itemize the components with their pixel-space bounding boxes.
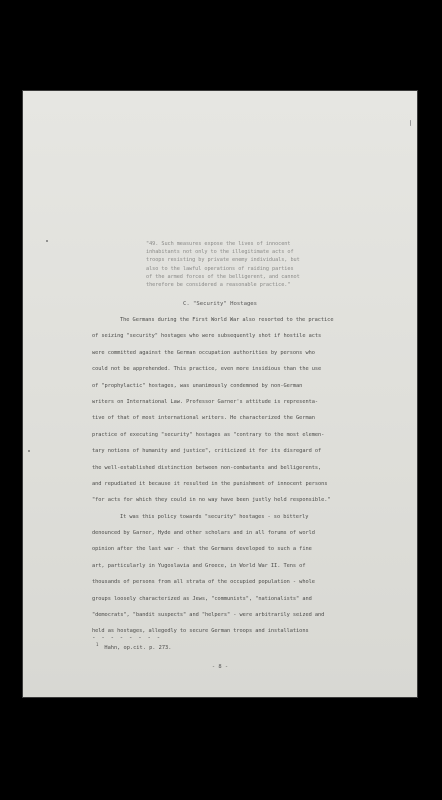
body-line: could not be apprehended. This practice, even more insidious than the use [92, 366, 322, 373]
margin-mark [46, 240, 48, 242]
body-line: writers on International Law. Professor Garner's attitude is representa- [92, 398, 319, 405]
quote-line: of the armed forces of the belligerent, and cannot [146, 273, 300, 280]
quote-line: inhabitants not only to the illegitimate acts of [146, 249, 294, 256]
body-line: It was this policy towards "security" hostages - so bitterly [120, 513, 309, 520]
body-line: practice of executing "security" hostages as "contrary to the most elemen- [92, 431, 325, 438]
body-line: and repudiated it because it resulted in the punishment of innocent persons [92, 480, 328, 487]
body-line: of seizing "security" hostages who were subsequently shot if hostile acts [92, 333, 322, 340]
body-text [92, 312, 407, 640]
document-page [22, 90, 418, 698]
body-line: art, particularly in Yugoslavia and Greece, in World War II. Tens of [92, 562, 306, 569]
footnote-rule: - - - - - - - - [92, 634, 162, 641]
body-line: held as hostages, allegedly to secure German troops and installations [92, 628, 309, 635]
quote-line: therefore be considered a reasonable practice." [146, 281, 291, 288]
body-line: tive of that of most international writers. He characterized the German [92, 415, 315, 422]
margin-mark [28, 450, 30, 452]
page-number: - 8 - [211, 664, 229, 670]
quote-line: troops resisting by private enemy individuals, but [146, 257, 300, 264]
block-quote [146, 240, 366, 289]
footnote-text: Hahn, op.cit. p. 273. [104, 645, 172, 651]
margin-mark [410, 120, 411, 126]
body-line: opinion after the last war - that the Germans developed to such a fine [92, 546, 312, 553]
body-line: thousands of persons from all strata of the occupied population - whole [92, 579, 315, 586]
body-line: The Germans during the First World War also resorted to the practice [120, 317, 334, 323]
section-heading: C. "Security" Hostages [182, 301, 258, 307]
body-line: were committed against the German occupation authorities by persons who [92, 349, 315, 356]
body-line: the well-established distinction between non-combatants and belligerents, [92, 464, 322, 471]
footnote [96, 642, 171, 651]
body-line: of "prophylactic" hostages, was unanimously condemned by non-German [92, 382, 303, 389]
body-line: "democrats", "bandit suspects" and "helpers" - were arbitrarily seized and [92, 612, 325, 619]
body-line: "for acts for which they could in no way have been justly held responsible." [92, 497, 331, 504]
quote-line: "49. Such measures expose the lives of innocent [146, 241, 291, 247]
quote-line: also to the lawful operations of raiding parties [146, 265, 294, 272]
body-line: groups loosely characterized as Jews, "communists", "nationalists" and [92, 595, 312, 602]
body-line: denounced by Garner, Hyde and other scholars and in all forums of world [92, 530, 315, 537]
footnote-marker: 1 [96, 642, 99, 647]
body-line: tary notions of humanity and justice", criticized it for its disregard of [92, 448, 322, 455]
